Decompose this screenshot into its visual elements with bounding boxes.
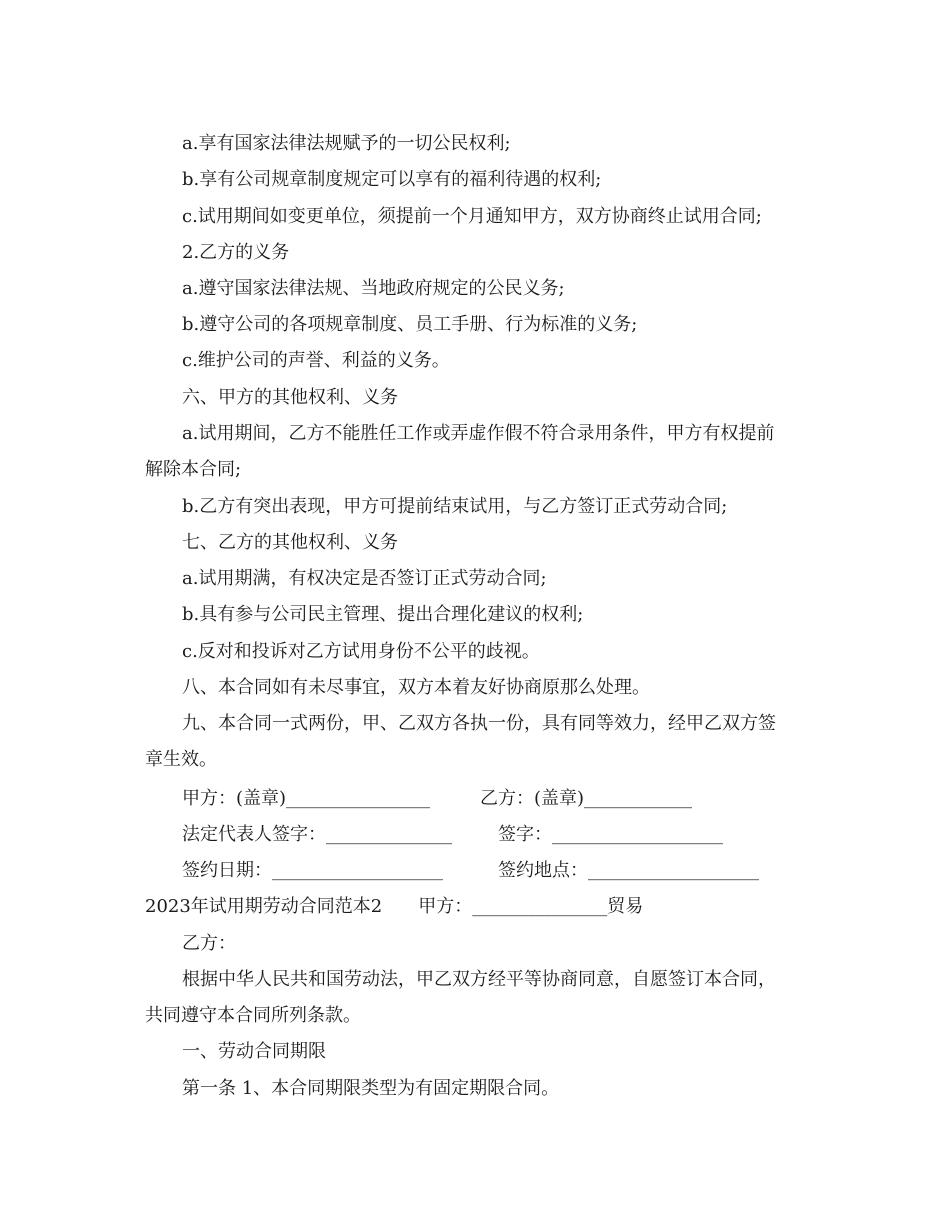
obligation-c: c.维护公司的声誉、利益的义务。 [182, 350, 450, 371]
obligation-a: a.遵守国家法律法规、当地政府规定的公民义务; [182, 278, 565, 299]
signature-field: 签字：___________________ [498, 824, 723, 845]
section-7-clause-b: b.具有参与公司民主管理、提出合理化建议的权利; [182, 604, 584, 625]
article-1: 第一条 1、本合同期限类型为有固定期限合同。 [182, 1078, 560, 1099]
party-b-seal: 乙方：(盖章)____________ [480, 788, 693, 809]
preamble: 根据中华人民共和国劳动法，甲乙双方经平等协商同意，自愿签订本合同， [182, 969, 776, 990]
section-2-obligations: 2.乙方的义务 [182, 242, 290, 263]
section-9-cont: 章生效。 [145, 749, 217, 770]
section-9: 九、本合同一式两份，甲、乙双方各执一份，具有同等效力，经甲乙双方签 [182, 713, 776, 734]
clause-a-rights: a.享有国家法律法规赋予的一切公民权利; [182, 133, 511, 154]
section-1-heading: 一、劳动合同期限 [182, 1041, 326, 1062]
section-7-clause-a: a.试用期满，有权决定是否签订正式劳动合同; [182, 568, 547, 589]
party-a-seal: 甲方：(盖章)________________ [182, 788, 431, 809]
sign-date: 签约日期：___________________ [182, 860, 443, 881]
section-6-heading: 六、甲方的其他权利、义务 [182, 387, 398, 408]
section-7-clause-c: c.反对和投诉对乙方试用身份不公平的歧视。 [182, 641, 540, 662]
sign-place: 签约地点：___________________ [498, 860, 759, 881]
section-6-clause-a-cont: 解除本合同; [145, 459, 242, 480]
obligation-b: b.遵守公司的各项规章制度、员工手册、行为标准的义务; [182, 314, 638, 335]
party-b-label: 乙方： [182, 933, 236, 954]
preamble-cont: 共同遵守本合同所列条款。 [145, 1005, 361, 1026]
section-8: 八、本合同如有未尽事宜，双方本着友好协商原那么处理。 [182, 677, 650, 698]
section-6-clause-a: a.试用期间，乙方不能胜任工作或弄虚作假不符合录用条件，甲方有权提前 [182, 423, 775, 444]
legal-rep-signature: 法定代表人签字：______________ [182, 824, 452, 845]
section-6-clause-b: b.乙方有突出表现，甲方可提前结束试用，与乙方签订正式劳动合同; [182, 496, 728, 517]
template-2-title: 2023年试用期劳动合同范本2 甲方：_______________贸易 [145, 896, 644, 917]
clause-b-welfare: b.享有公司规章制度规定可以享有的福利待遇的权利; [182, 169, 602, 190]
section-7-heading: 七、乙方的其他权利、义务 [182, 532, 398, 553]
clause-c-change-unit: c.试用期间如变更单位，须提前一个月通知甲方，双方协商终止试用合同; [182, 206, 762, 227]
